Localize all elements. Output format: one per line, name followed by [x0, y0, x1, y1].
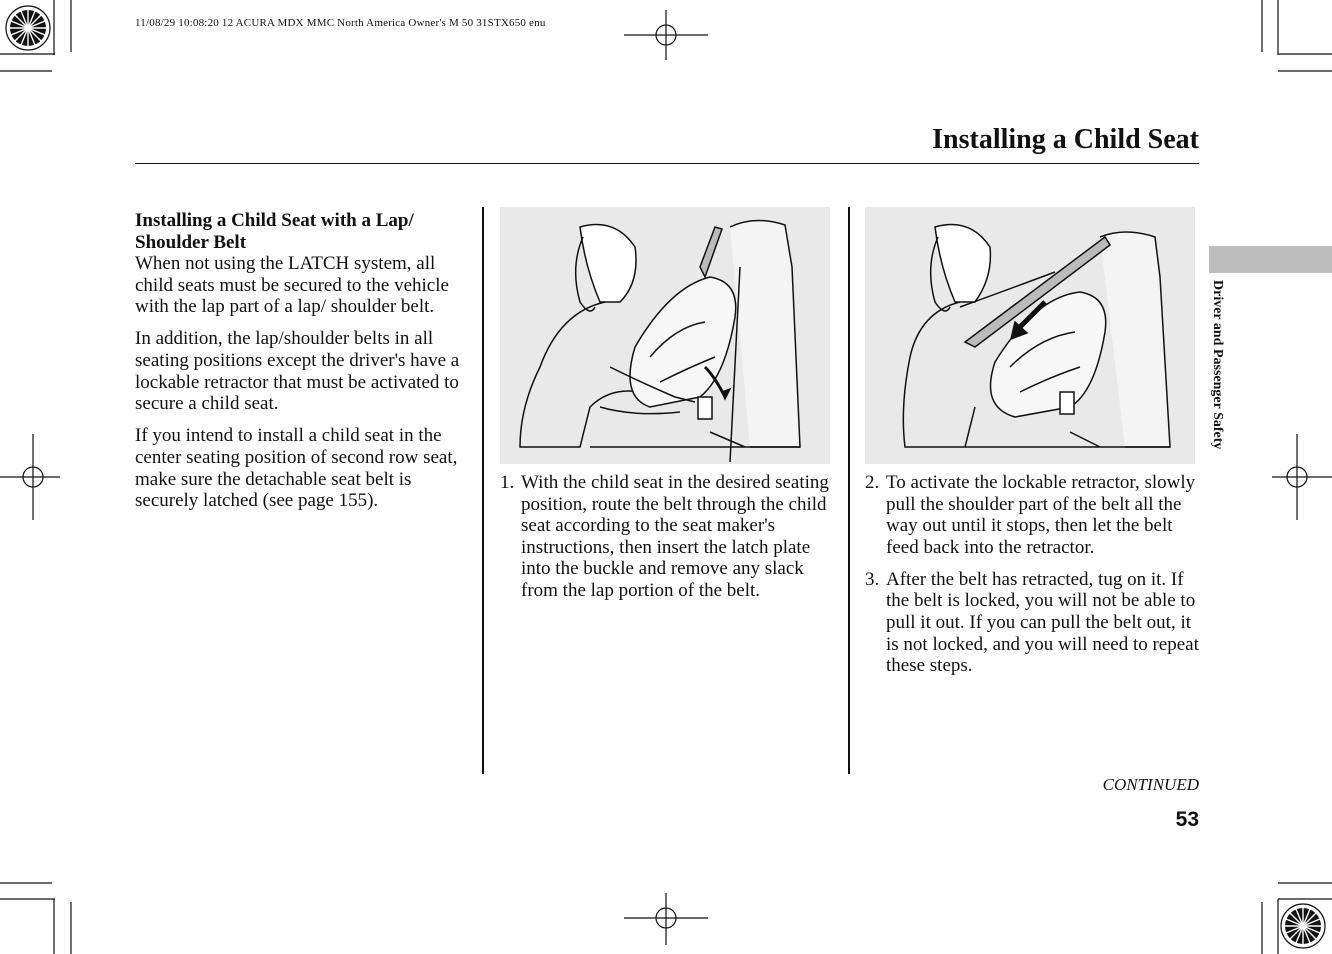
page-title: Installing a Child Seat	[932, 124, 1199, 155]
paragraph: In addition, the lap/shoulder belts in all seating positions except the driver's have a lockable retractor that must be activated to secure a child seat.	[135, 328, 460, 415]
intro-column	[135, 210, 471, 522]
column-divider	[482, 207, 484, 774]
title-rule	[135, 163, 1199, 164]
continued-label: CONTINUED	[1102, 775, 1199, 794]
illustration-routing-belt	[500, 207, 830, 464]
section-label: Driver and Passenger Safety	[1210, 280, 1225, 450]
paragraph: When not using the LATCH system, all child seats must be secured to the vehicle with the lap part of a lap/ shoulder belt.	[135, 253, 449, 318]
section-heading: Installing a Child Seat with a Lap/ Shoulder Belt	[135, 210, 414, 253]
paragraph: If you intend to install a child seat in the center seating position of second row seat, make sure the detachable seat belt is securely latched (see page 155).	[135, 425, 458, 512]
print-header: 11/08/29 10:08:20 12 ACURA MDX MMC North America Owner's M 50 31STX650 enu	[135, 17, 546, 29]
page-number: 53	[1175, 808, 1199, 831]
column-divider	[848, 207, 850, 774]
list-item: 3. After the belt has retracted, tug on it. If the belt is locked, you will not be able to pull it out. If you can pull the belt out, it is not locked, and you will need to repeat these steps.	[865, 568, 1199, 677]
illustration-pulling-belt	[865, 207, 1195, 464]
list-item: 2. To activate the lockable retractor, slowly pull the shoulder part of the belt all the way out until it stops, then let the belt feed back into the retractor.	[865, 472, 1196, 558]
step-column-1	[500, 472, 835, 612]
step-column-2	[865, 472, 1203, 687]
section-tab	[1209, 246, 1332, 273]
list-item: 1. With the child seat in the desired seating position, route the belt through the child seat according to the seat maker's instructions, then insert the latch plate into the buckle and remove any slack from the lap portion of the belt.	[500, 472, 829, 601]
